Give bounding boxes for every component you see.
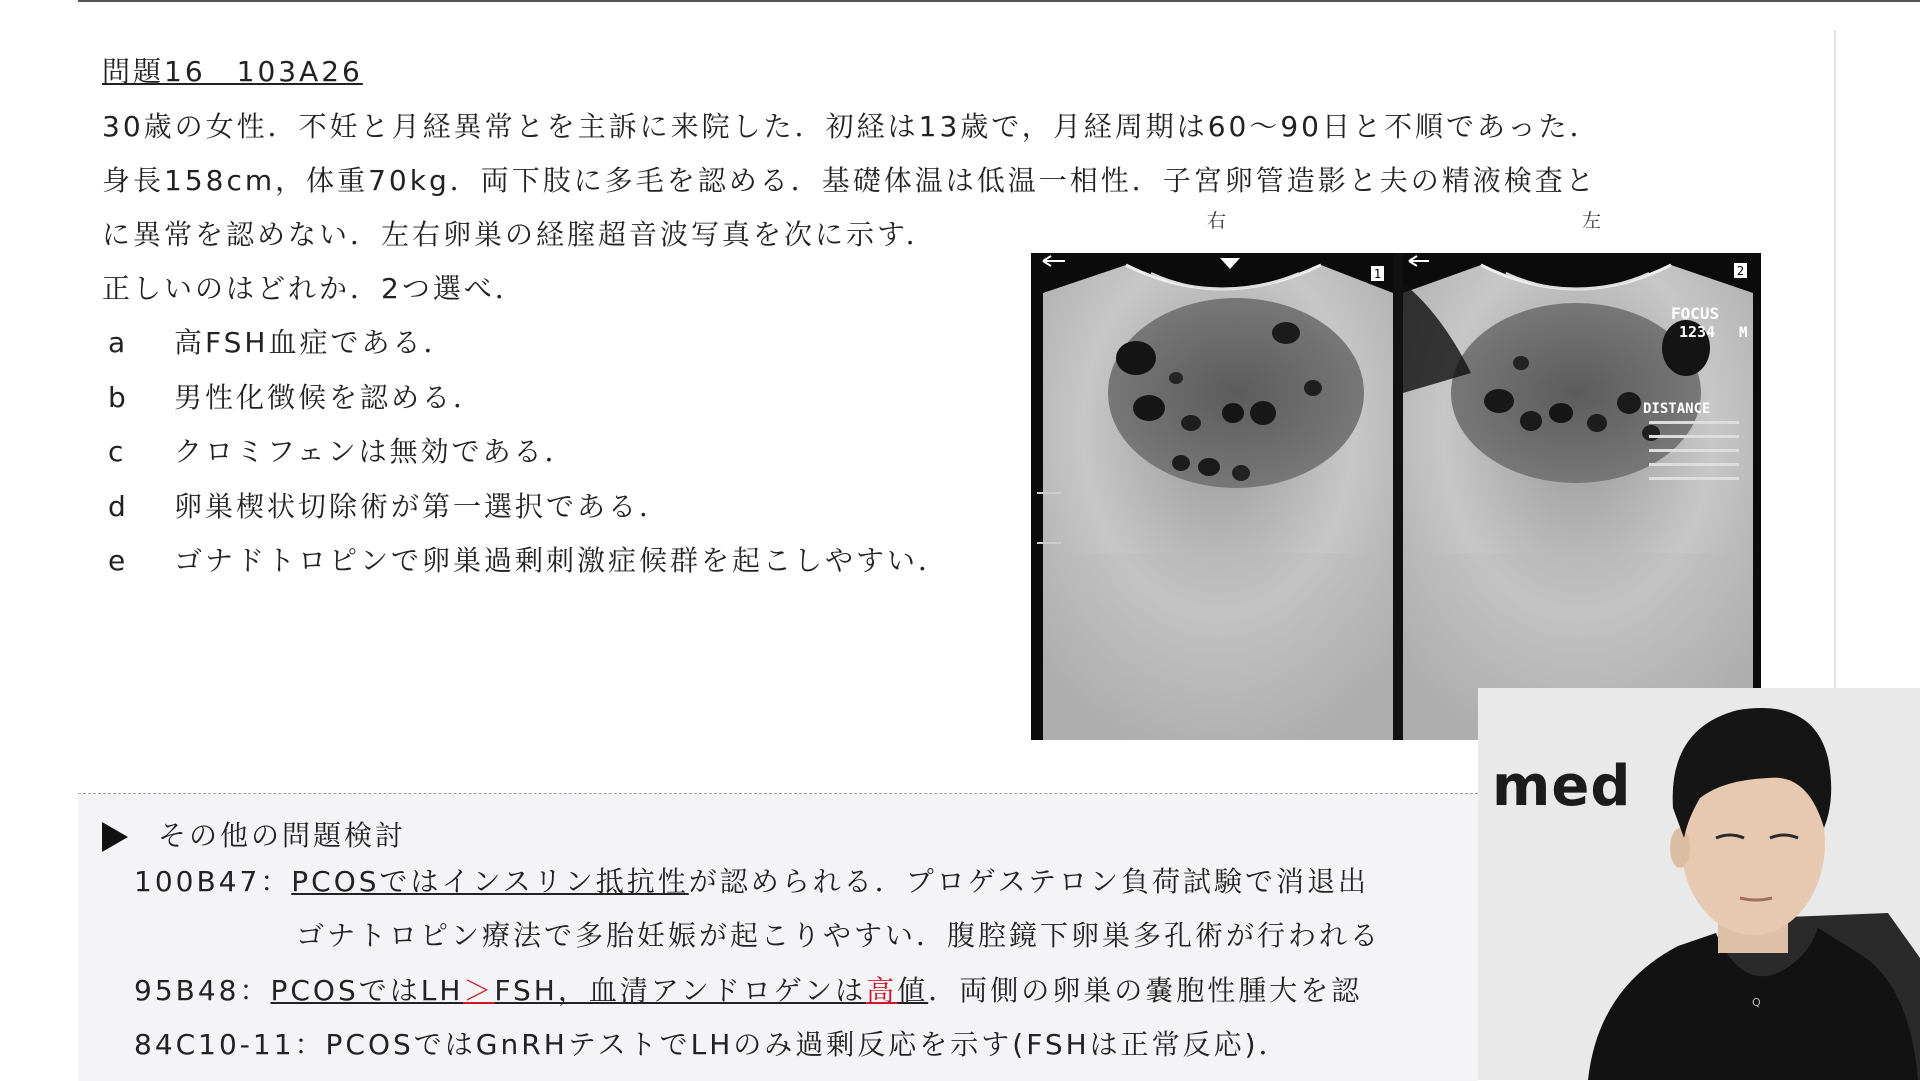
ref-underlined-text: 値 [897,974,929,1007]
ref-underlined-text: PCOSではLH [270,974,464,1007]
choice-key: b [108,380,129,414]
section-heading-text: その他の問題検討 [158,819,407,852]
ultrasound-image [1031,253,1761,740]
question-line-4: 正しいのはどれか．2つ選べ． [102,272,526,305]
question-line-1: 30歳の女性．不妊と月経異常とを主訴に来院した．初経は13歳で，月経周期は60～90日と不順であった． [102,110,1601,143]
shirt-logo: Q [1752,996,1761,1009]
choice-key: e [108,544,129,577]
distance-label: DISTANCE [1643,401,1711,417]
webcam-overlay [1478,688,1920,1080]
ref-id: 95B48： [134,974,271,1007]
focus-value: 1234 [1679,323,1716,341]
ref-highlight-high: 高 [866,974,898,1007]
choice-key: d [108,489,129,523]
presenter-figure [1478,688,1920,1080]
panel-number-2: 2 [1736,264,1745,278]
ref-100B47-line1 [134,862,1369,902]
panel-number-1: 1 [1373,267,1382,281]
ref-highlight-gt: ＞ [463,974,495,1007]
ultrasound-figure [1031,253,1761,740]
choice-key: c [108,435,127,468]
ref-id: 100B47： [134,865,292,898]
section-heading [102,814,406,854]
choice-text: 高FSH血症である． [174,326,455,359]
choice-key: a [108,326,129,359]
ref-underlined-text: PCOSではインスリン抵抗性 [291,865,689,898]
ref-84C10-11: 84C10-11：PCOSではGnRHテストでLHのみ過剰反応を示す(FSHは正常反応)． [134,1028,1290,1061]
choice-text: 男性化徴候を認める． [174,380,485,414]
focus-label: FOCUS [1671,304,1720,323]
ref-text: ．両側の卵巣の嚢胞性腫大を認 [928,974,1363,1007]
webcam-brand-text: med [1492,754,1632,819]
presenter-ear [1670,828,1690,868]
top-border-line [78,0,1920,2]
choice-text: 卵巣楔状切除術が第一選択である． [174,489,671,523]
question-line-2: 身長158cm，体重70kg．両下肢に多毛を認める．基礎体温は低温一相性．子宮卵管造影と夫の精液検査と [102,164,1597,197]
question-title: 問題16 103A26 [102,55,363,88]
ref-text: が認められる．プロゲステロン負荷試験で消退出 [688,865,1370,898]
choice-text: クロミフェンは無効である． [174,435,576,468]
ultrasound-label-right: 右 [1207,210,1227,232]
play-triangle-icon [102,822,128,852]
ultrasound-panel-right [1037,256,1393,740]
related-questions-panel [78,793,1478,1081]
ultrasound-panel-left [1403,256,1753,740]
choice-text: ゴナドトロピンで卵巣過剰刺激症候群を起こしやすい． [174,544,950,577]
question-line-3: に異常を認めない．左右卵巣の経腟超音波写真を次に示す． [102,218,937,251]
ref-100B47-line2: ゴナトロピン療法で多胎妊娠が起こりやすい．腹腔鏡下卵巣多孔術が行われる [296,919,1382,952]
right-divider [1834,30,1836,690]
ref-95B48 [134,971,1362,1011]
ultrasound-label-left: 左 [1582,210,1602,232]
ref-underlined-text: FSH，血清アンドロゲンは [494,974,867,1007]
focus-unit: M [1739,325,1748,341]
ultrasound-separator [1393,253,1403,740]
